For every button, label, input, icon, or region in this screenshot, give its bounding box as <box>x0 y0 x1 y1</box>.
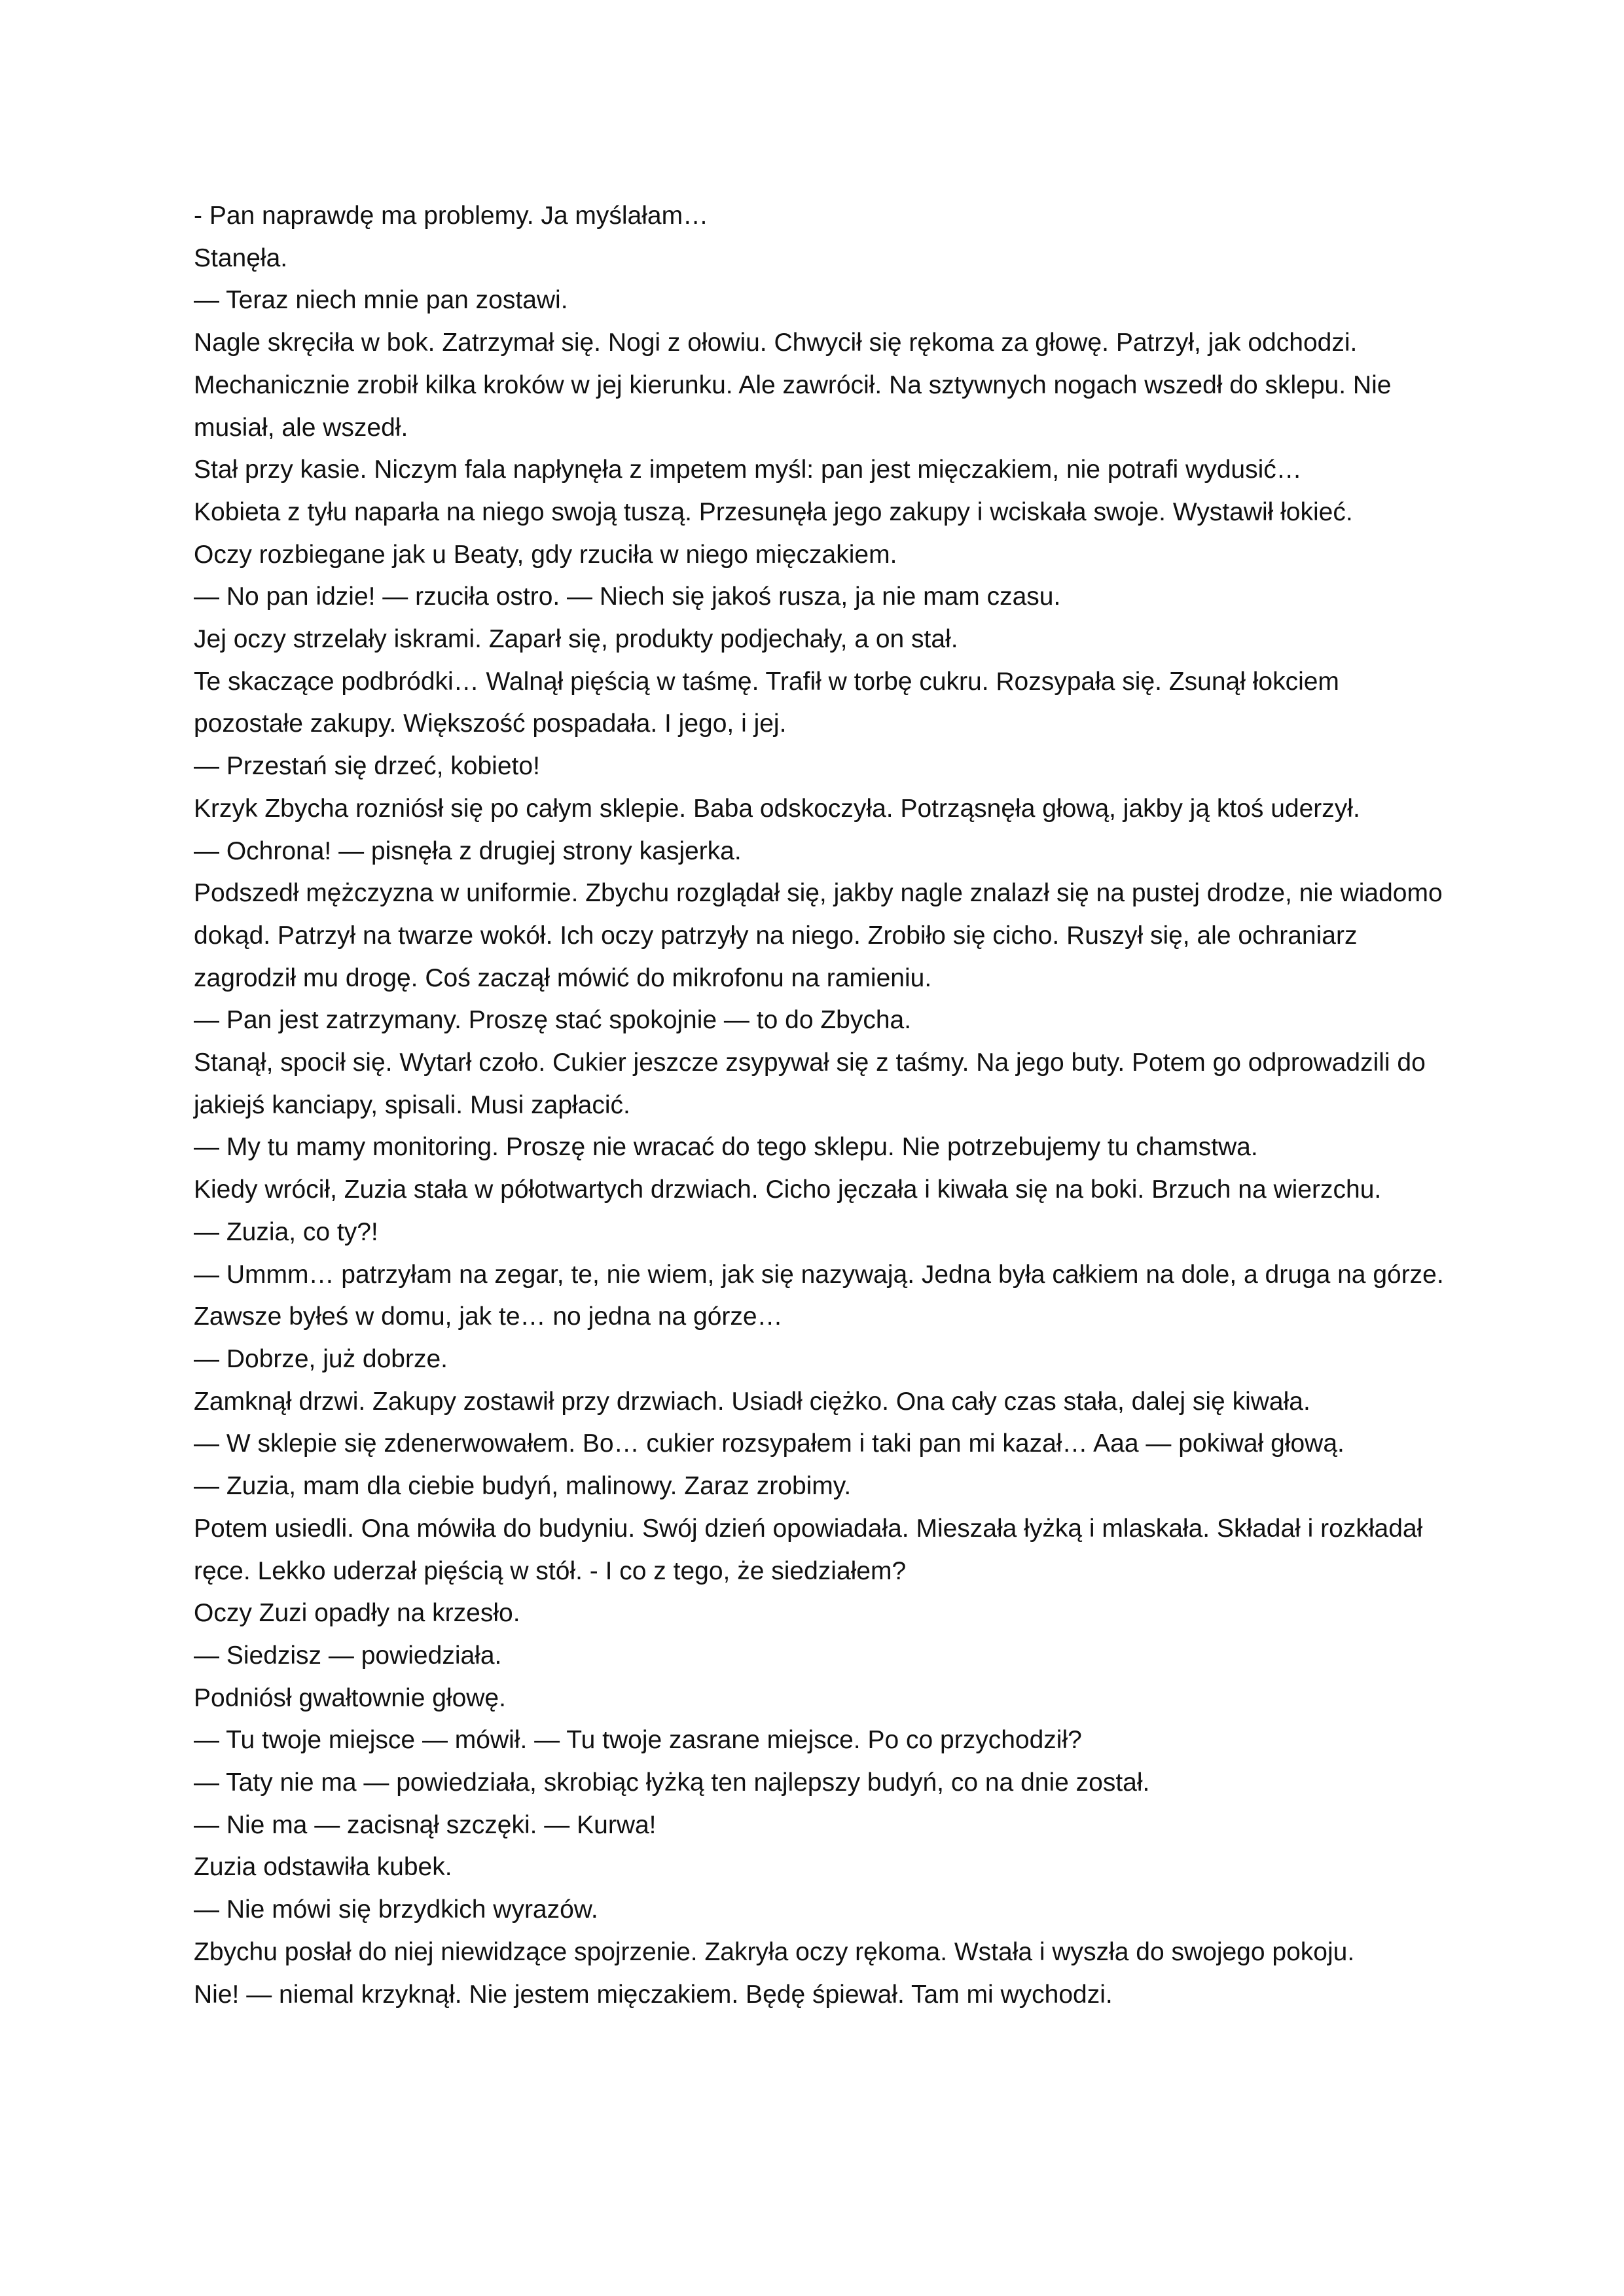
paragraph: Zbychu posłał do niej niewidzące spojrzenie. Zakryła oczy rękoma. Wstała i wyszła do swojego pokoju. <box>194 1937 1355 1966</box>
paragraph: Jej oczy strzelały iskrami. Zaparł się, produkty podjechały, a on stał. <box>194 625 958 654</box>
paragraph: — Siedzisz — powiedziała. <box>194 1641 502 1670</box>
paragraph: — Zuzia, co ty?! <box>194 1217 378 1246</box>
paragraph: — Ummm… patrzyłam na zegar, te, nie wiem, jak się nazywają. Jedna była całkiem na dole, a druga na górze. Zawsze byłeś w domu, jak te… no jedna na górze… <box>194 1260 1444 1331</box>
document-body <box>194 195 1451 2016</box>
paragraph: — No pan idzie! — rzuciła ostro. — Niech się jakoś rusza, ja nie mam czasu. <box>194 583 1061 611</box>
paragraph: Zamknął drzwi. Zakupy zostawił przy drzwiach. Usiadł ciężko. Ona cały czas stała, dalej się kiwała. <box>194 1387 1310 1416</box>
paragraph: — Taty nie ma — powiedziała, skrobiąc łyżką ten najlepszy budyń, co na dnie został. <box>194 1768 1150 1797</box>
paragraph: Kiedy wrócił, Zuzia stała w półotwartych drzwiach. Cicho jęczała i kiwała się na boki. Brzuch na wierzchu. <box>194 1175 1382 1204</box>
paragraph: — My tu mamy monitoring. Proszę nie wracać do tego sklepu. Nie potrzebujemy tu chamstwa. <box>194 1133 1258 1162</box>
paragraph: Te skaczące podbródki… Walnął pięścią w taśmę. Trafił w torbę cukru. Rozsypała się. Zsunął łokciem pozostałe zakupy. Większość pospadała. I jego, i jej. <box>194 667 1339 738</box>
paragraph: Podniósł gwałtownie głowę. <box>194 1683 506 1712</box>
paragraph: Stanął, spocił się. Wytarł czoło. Cukier jeszcze zsypywał się z taśmy. Na jego buty. Potem go odprowadzili do jakiejś kanciapy, spisali. Musi zapłacić. <box>194 1049 1426 1119</box>
paragraph: Kobieta z tyłu naparła na niego swoją tuszą. Przesunęła jego zakupy i wciskała swoje. Wystawił łokieć. <box>194 497 1353 526</box>
paragraph: — Tu twoje miejsce — mówił. — Tu twoje zasrane miejsce. Po co przychodził? <box>194 1726 1082 1755</box>
paragraph: Potem usiedli. Ona mówiła do budyniu. Swój dzień opowiadała. Mieszała łyżką i mlaskała. Składał i rozkładał ręce. Lekko uderzał pięścią w stół. - I co z tego, że siedziałem? <box>194 1514 1423 1585</box>
paragraph: Krzyk Zbycha rozniósł się po całym sklepie. Baba odskoczyła. Potrząsnęła głową, jakby ją ktoś uderzył. <box>194 794 1360 823</box>
paragraph: Zuzia odstawiła kubek. <box>194 1853 452 1882</box>
paragraph: — W sklepie się zdenerwowałem. Bo… cukier rozsypałem i taki pan mi kazał… Aaa — pokiwał głową. <box>194 1429 1344 1458</box>
paragraph: — Nie mówi się brzydkich wyrazów. <box>194 1895 598 1924</box>
paragraph: — Nie ma — zacisnął szczęki. — Kurwa! <box>194 1810 657 1839</box>
paragraph: Nie! — niemal krzyknął. Nie jestem mięczakiem. Będę śpiewał. Tam mi wychodzi. <box>194 1980 1113 2009</box>
paragraph: Stał przy kasie. Niczym fala napłynęła z impetem myśl: pan jest mięczakiem, nie potrafi wydusić… <box>194 456 1302 484</box>
paragraph: — Teraz niech mnie pan zostawi. <box>194 286 568 315</box>
paragraph: Oczy rozbiegane jak u Beaty, gdy rzuciła w niego mięczakiem. <box>194 540 897 569</box>
paragraph: — Ochrona! — pisnęła z drugiej strony kasjerka. <box>194 836 742 865</box>
paragraph: — Pan jest zatrzymany. Proszę stać spokojnie — to do Zbycha. <box>194 1006 912 1035</box>
paragraph: — Dobrze, już dobrze. <box>194 1344 448 1373</box>
paragraph: — Przestań się drzeć, kobieto! <box>194 752 540 781</box>
paragraph: Stanęła. <box>194 243 288 272</box>
paragraph: — Zuzia, mam dla ciebie budyń, malinowy. Zaraz zrobimy. <box>194 1472 852 1501</box>
paragraph: Nagle skręciła w bok. Zatrzymał się. Nogi z ołowiu. Chwycił się rękoma za głowę. Patrzył, jak odchodzi. Mechanicznie zrobił kilka kroków w jej kierunku. Ale zawrócił. Na sztywnych nogach wszedł do sklepu. Nie musiał, ale wszedł. <box>194 329 1392 442</box>
paragraph: Oczy Zuzi opadły na krzesło. <box>194 1599 520 1628</box>
paragraph: Podszedł mężczyzna w uniformie. Zbychu rozglądał się, jakby nagle znalazł się na pustej drodze, nie wiadomo dokąd. Patrzył na twarze wokół. Ich oczy patrzyły na niego. Zrobiło się cicho. Ruszył się, ale ochraniarz zagrodził mu drogę. Coś zaczął mówić do mikrofonu na ramieniu. <box>194 879 1443 992</box>
paragraph: - Pan naprawdę ma problemy. Ja myślałam… <box>194 202 709 230</box>
